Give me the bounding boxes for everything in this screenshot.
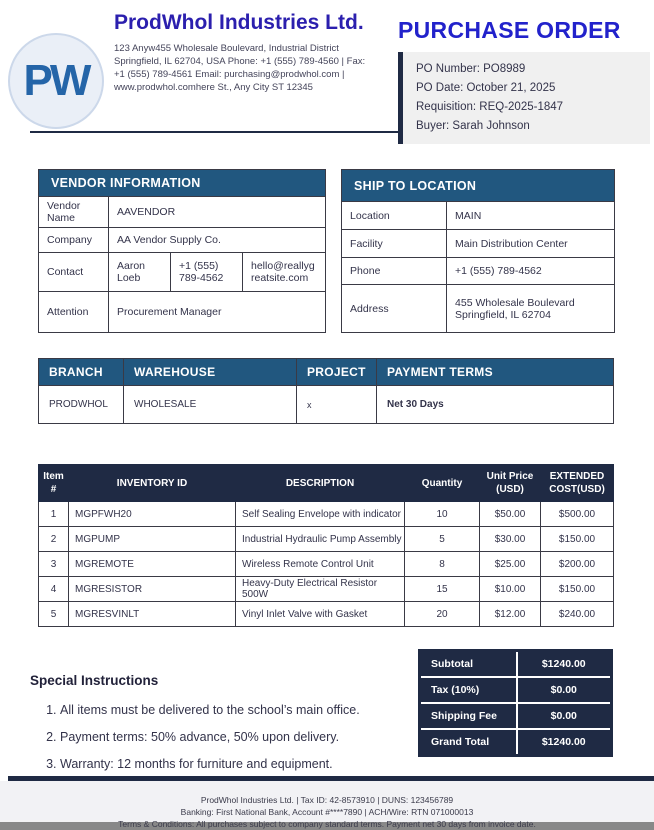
item-unit-price: $10.00 — [480, 577, 541, 602]
item-description: Industrial Hydraulic Pump Assembly — [236, 527, 405, 552]
shipto-location-label: Location — [342, 202, 447, 230]
list-item: 1. All items must be delivered to the school’s main office. — [60, 697, 390, 724]
document-footer — [0, 776, 654, 829]
item-extended-cost: $240.00 — [541, 602, 614, 627]
table-row — [39, 502, 614, 527]
tax-value: $0.00 — [517, 677, 612, 703]
item-number: 5 — [39, 602, 69, 627]
shipto-section-title: SHIP TO LOCATION — [342, 170, 615, 202]
po-details-box — [398, 52, 650, 144]
company-name: ProdWhol Industries Ltd. — [114, 11, 364, 34]
special-instructions-list — [30, 697, 390, 778]
inventory-id: MGREMOTE — [69, 552, 236, 577]
shipto-location-value: MAIN — [447, 202, 615, 230]
vendor-company-label: Company — [39, 228, 109, 253]
vendor-attention-value: Procurement Manager — [109, 292, 326, 333]
company-logo — [8, 33, 104, 129]
list-item: 3. Warranty: 12 months for furniture and equipment. — [60, 751, 390, 778]
po-number: PO Number: PO8989 — [416, 63, 526, 75]
inventory-id: MGPUMP — [69, 527, 236, 552]
item-unit-price: $12.00 — [480, 602, 541, 627]
vendor-contact-label: Contact — [39, 253, 109, 292]
table-row — [420, 729, 612, 755]
vendor-attention-label: Attention — [39, 292, 109, 333]
item-description: Heavy-Duty Electrical Resistor 500W — [236, 577, 405, 602]
vendor-company-value: AA Vendor Supply Co. — [109, 228, 326, 253]
item-extended-cost: $200.00 — [541, 552, 614, 577]
subtotal-label: Subtotal — [420, 651, 517, 677]
extended-cost-header: EXTENDED COST(USD) — [541, 465, 614, 502]
inventory-id: MGRESVINLT — [69, 602, 236, 627]
vendor-name-label: Vendor Name — [39, 197, 109, 228]
item-extended-cost: $500.00 — [541, 502, 614, 527]
vendor-contact-name: Aaron Loeb — [109, 253, 171, 292]
payment-terms-header: PAYMENT TERMS — [377, 359, 614, 386]
warehouse-header: WAREHOUSE — [124, 359, 297, 386]
branch-header: BRANCH — [39, 359, 124, 386]
item-unit-price: $25.00 — [480, 552, 541, 577]
company-logo-monogram: PW — [23, 56, 89, 105]
vendor-information-table — [38, 169, 326, 333]
shipping-fee-value: $0.00 — [517, 703, 612, 729]
unit-price-header: Unit Price (USD) — [480, 465, 541, 502]
inventory-id: MGPFWH20 — [69, 502, 236, 527]
table-row — [420, 651, 612, 677]
item-quantity: 20 — [405, 602, 480, 627]
tax-label: Tax (10%) — [420, 677, 517, 703]
payment-terms-value: Net 30 Days — [377, 386, 614, 424]
table-row — [39, 577, 614, 602]
po-header-block — [398, 8, 650, 132]
shipto-address-value — [447, 285, 615, 333]
special-instructions-title: Special Instructions — [30, 673, 159, 688]
shipto-phone-value: +1 (555) 789-4562 — [447, 258, 615, 285]
shipto-facility-value: Main Distribution Center — [447, 230, 615, 258]
line-items-table — [38, 464, 614, 627]
shipto-facility-label: Facility — [342, 230, 447, 258]
item-description: Wireless Remote Control Unit — [236, 552, 405, 577]
grand-total-label: Grand Total — [420, 729, 517, 755]
po-requisition: Requisition: REQ-2025-1847 — [416, 101, 564, 113]
branch-value: PRODWHOL — [39, 386, 124, 424]
quantity-header: Quantity — [405, 465, 480, 502]
vendor-name-value: AAVENDOR — [109, 197, 326, 228]
footer-company-line: ProdWhol Industries Ltd. | Tax ID: 42-8573910 | DUNS: 123456789 — [200, 795, 454, 805]
document-title: PURCHASE ORDER — [398, 17, 621, 43]
shipto-address-label: Address — [342, 285, 447, 333]
ship-to-location-table — [341, 169, 615, 333]
warehouse-value: WHOLESALE — [124, 386, 297, 424]
vendor-section-title: VENDOR INFORMATION — [39, 170, 326, 197]
company-address: 123 Anyw455 Wholesale Boulevard, Industrial District Springfield, IL 62704, USA Phone: +1 (555) 789-4560 | Fax: +1 (555) 789-4561 Email: purchasing@prodwhol.com | www.prodwhol.comhere St., Any City ST 12345 — [114, 43, 366, 93]
po-date: PO Date: October 21, 2025 — [416, 82, 556, 94]
table-row — [420, 677, 612, 703]
po-buyer: Buyer: Sarah Johnson — [416, 120, 530, 132]
vendor-shipto-section — [38, 169, 613, 333]
order-info-table — [38, 358, 614, 424]
table-row — [420, 703, 612, 729]
table-row — [39, 552, 614, 577]
item-number: 4 — [39, 577, 69, 602]
shipto-address-line1: 455 Wholesale Boulevard — [455, 296, 575, 309]
item-quantity: 5 — [405, 527, 480, 552]
shipto-address-line2: Springfield, IL 62704 — [455, 308, 551, 321]
description-header: DESCRIPTION — [236, 465, 405, 502]
grand-total-value: $1240.00 — [517, 729, 612, 755]
inventory-id: MGRESISTOR — [69, 577, 236, 602]
project-header: PROJECT — [297, 359, 377, 386]
item-number-header: Item # — [39, 465, 69, 502]
subtotal-value: $1240.00 — [517, 651, 612, 677]
item-quantity: 8 — [405, 552, 480, 577]
item-extended-cost: $150.00 — [541, 577, 614, 602]
item-description: Self Sealing Envelope with indicator — [236, 502, 405, 527]
summary-section — [30, 649, 613, 778]
table-row — [39, 602, 614, 627]
company-info-block — [114, 8, 398, 125]
item-unit-price: $50.00 — [480, 502, 541, 527]
item-number: 3 — [39, 552, 69, 577]
item-number: 1 — [39, 502, 69, 527]
special-instructions — [30, 649, 390, 778]
totals-table — [418, 649, 613, 757]
items-header-row — [39, 465, 614, 502]
footer-text-block — [0, 781, 654, 829]
inventory-id-header: INVENTORY ID — [69, 465, 236, 502]
footer-terms-line: Terms & Conditions: All purchases subject to company standard terms. Payment net 30 days from invoice date. — [118, 819, 536, 829]
item-description: Vinyl Inlet Valve with Gasket — [236, 602, 405, 627]
table-row — [39, 527, 614, 552]
item-unit-price: $30.00 — [480, 527, 541, 552]
document-header — [0, 0, 654, 132]
shipto-phone-label: Phone — [342, 258, 447, 285]
vendor-contact-phone: +1 (555) 789-4562 — [171, 253, 243, 292]
item-quantity: 15 — [405, 577, 480, 602]
item-extended-cost: $150.00 — [541, 527, 614, 552]
item-number: 2 — [39, 527, 69, 552]
shipping-fee-label: Shipping Fee — [420, 703, 517, 729]
vendor-contact-email: hello@reallygreatsite.com — [243, 253, 326, 292]
list-item: 2. Payment terms: 50% advance, 50% upon delivery. — [60, 724, 390, 751]
project-value: x — [297, 386, 377, 424]
footer-banking-line: Banking: First National Bank, Account #****7890 | ACH/Wire: RTN 071000013 — [180, 807, 474, 817]
item-quantity: 10 — [405, 502, 480, 527]
